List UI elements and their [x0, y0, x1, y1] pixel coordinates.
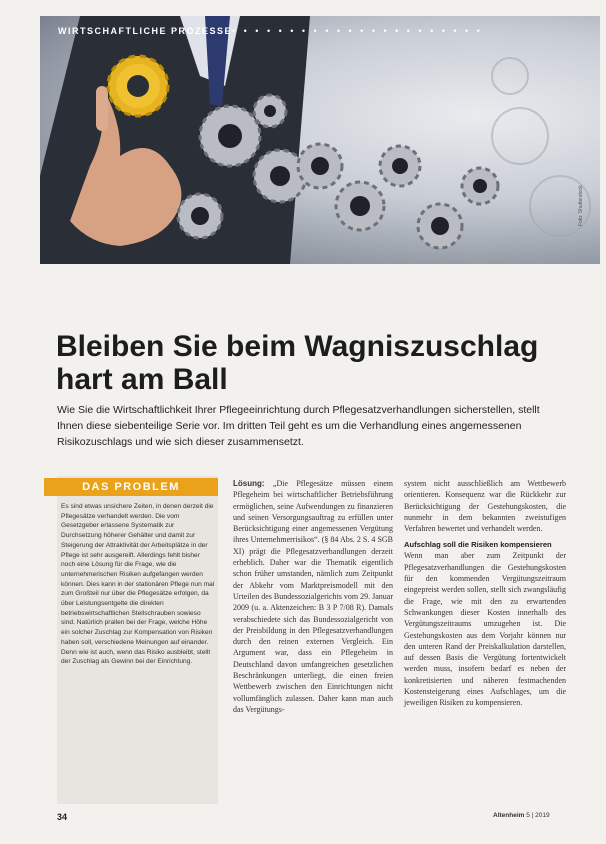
article-column-3	[404, 478, 566, 709]
problem-heading	[44, 478, 218, 496]
magazine-name: Altenheim	[493, 812, 525, 819]
problem-text: Es sind etwas unsichere Zeiten, in denen derzeit die Pflegesätze verhandelt werden. Die vom Gesetzgeber erlassene Systematik zur Durchsetzung höherer Gehälter und damit zur Steigerung der Attraktivität der Arbeitsplätze in der Pflege ist sehr ausgereift. Allerdings fehlt bisher noch eine Lösung für die Frage, wie die unternehmerischen Risiken aufgefangen werden können. Dies kann in der stationären Pflege nun mal zum Großteil nur über die Pflegesätze erfolgen, da über Leistungsentgelte die direkten betriebswirtschaftlichen Stellschrauben sowieso sind. Natürlich prallen bei der Frage, welche Höhe ein solcher Zuschlag zur Kompensation von Risiken haben soll, verschiedene Meinungen auf einander. Denn wie ist auch, wenn das Risiko ausbleibt, stellt der Zuschlag als Gewinn bei der Einrichtung.	[61, 503, 215, 666]
section-label: WIRTSCHAFTLICHE PROZESSE	[58, 26, 233, 36]
gears-illustration	[40, 16, 600, 264]
header-photo	[40, 16, 600, 264]
problem-heading-label: DAS PROBLEM	[82, 481, 180, 493]
footer-magazine	[493, 812, 550, 819]
article-column-2	[233, 478, 393, 715]
column-2-text: „Die Pflegesätze müssen einem Pflegeheim bei wirtschaftlicher Betriebsführung ermöglichen, seine Aufwendungen zu finanzieren und seinen Versorgungsauftrag zu erfüllen unter Berücksichtigung einer angemessenen Vergütung ihres Unternehmerrisikos“. (§ 84 Abs. 2 S. 4 SGB XI) prägt die Pflegesatzverhandlungen derzeit erheblich. Daher war die Thematik eigentlich schon früher umstanden, nämlich zum Zeitpunkt der Abkehr vom Marktpreismodell mit den Urteilen des Bundessozialgerichts vom 29. Januar 2009 (u. a. Aktenzeichen: B 3 P 7/08 R). Damals verabschiedete sich das Bundessozialgericht von der Preisbildung in den Pflegesatzverhandlungen durch den reinen externen Vergleich. Ein Argument war, dass ein Pflegeheim in Deutschland davon umfangreichen gesetzlichen Beschränkungen unterliegt, die einen freien Wettbewerb zwischen den Einrichtungen nicht vollumfänglich zulassen. Daher kann man auch das Vergütungs-	[233, 479, 393, 714]
column-3-text-2: Wenn man aber zum Zeitpunkt der Pflegesatzverhandlungen die Gestehungskosten für den kommenden Vergütungszeitraum eingepreist werden sollen, stellt sich zwangsläufig die Frage, wie mit den zu erwartenden Schwankungen dieser Kosten innerhalb des Vergütungszeitraums umzugehen ist. Die Gestehungskosten aus dem Vorjahr können nur den unteren Rand der Preiskalkulation darstellen, auf dessen Basis die Vergütung fortentwickelt werden muss, insofern bedarf es neben der konkretisierten und näheren festmachenden Kostensteigerung eines Aufschlages, um die jeweiligen Risiken zu kompensieren.	[404, 551, 566, 708]
article-lead: Wie Sie die Wirtschaftlichkeit Ihrer Pflegeeinrichtung durch Pflegesatzverhandlungen sicherstellen, stellt Ihnen diese siebenteilige Serie vor. Im dritten Teil geht es um die Verhandlung eines angemessenen Risikozuschlags und wie sich dieser zusammensetzt.	[57, 404, 540, 448]
solution-lead-in: Lösung:	[233, 479, 265, 488]
page-number: 34	[57, 812, 68, 822]
article-title: Bleiben Sie beim Wagniszuschlag hart am Ball	[56, 330, 539, 397]
issue-number: 5 | 2019	[526, 812, 550, 819]
section-dots: • • • • • • • • • • • • • • • • • • • • • •	[232, 26, 483, 36]
column-3-text-1: system nicht ausschließlich am Wettbewerb orientieren. Konsequenz war die Rückkehr zur Berücksichtigung der Gestehungskosten, die nunmehr in dem bekannten zweistufigen Verfahren bewertet und verhandelt werden.	[404, 479, 566, 534]
photo-credit: Foto: Shutterstock	[578, 185, 584, 226]
column-3-subhead: Aufschlag soll die Risiken kompensieren	[404, 540, 552, 550]
